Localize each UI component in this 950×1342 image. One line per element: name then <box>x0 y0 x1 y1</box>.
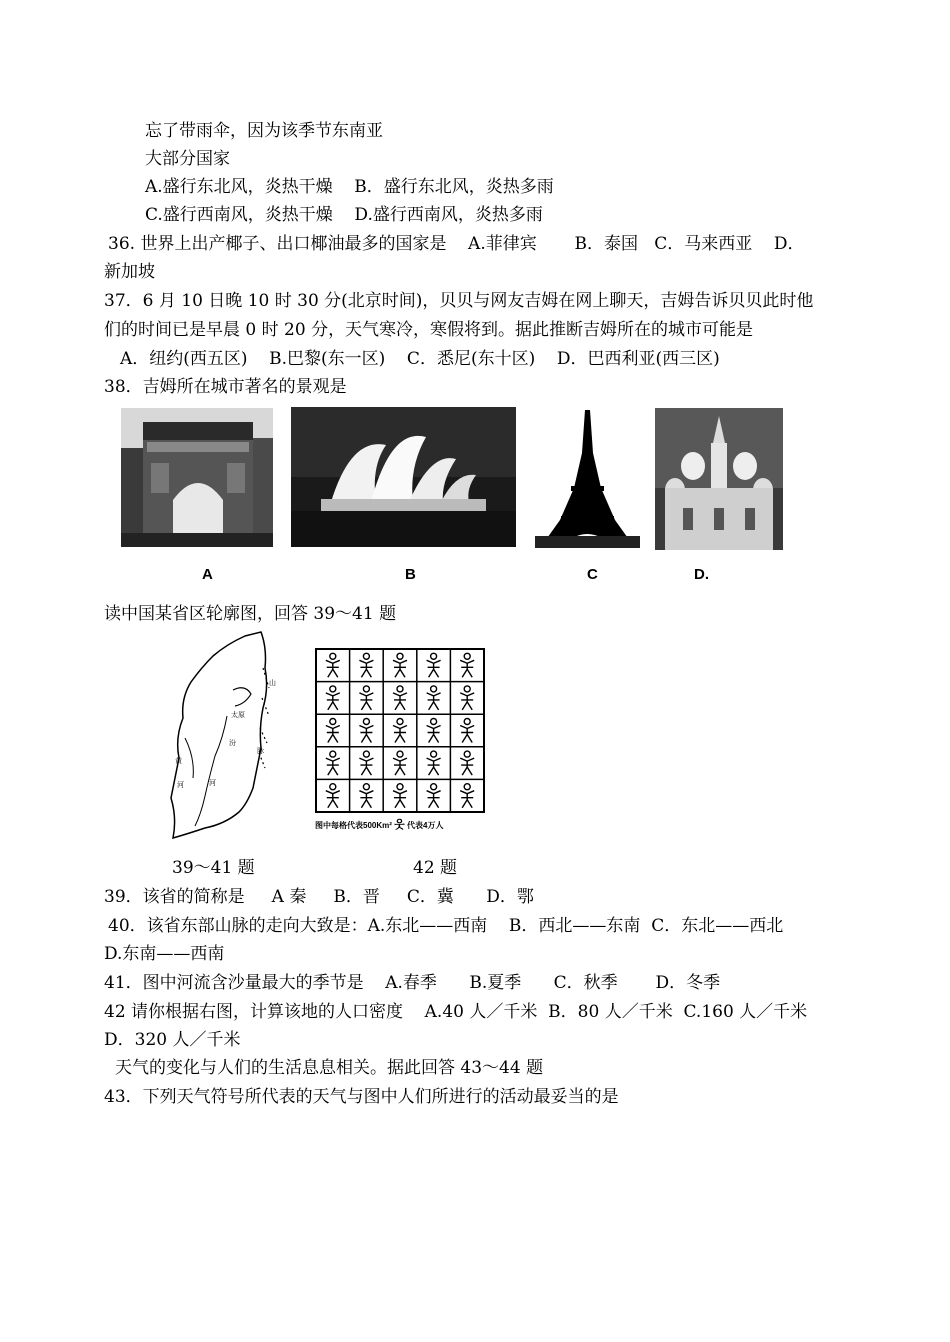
photo-label-d: D. <box>694 566 709 583</box>
grid-person-figure <box>393 784 407 808</box>
map-label-mai: 脉 <box>257 747 264 755</box>
grid-caption-tail: 代表4万人 <box>407 821 444 830</box>
arc-de-triomphe-photo <box>121 408 273 547</box>
grid-person-figure <box>359 719 373 743</box>
q37-line1: 37．6 月 10 日晚 10 时 30 分(北京时间)，贝贝与网友吉姆在网上聊天，吉姆告诉贝贝此时他 <box>104 291 814 311</box>
map-label-he: 河 <box>209 779 216 787</box>
st-basils-cathedral-photo <box>655 408 783 550</box>
map-label-taiyuan: 太原 <box>231 711 245 719</box>
q41: 41．图中河流含沙量最大的季节是 A.春季 B.夏季 C．秋季 D．冬季 <box>104 973 721 993</box>
map-label-he2: 河 <box>177 781 184 789</box>
grid-person-figure <box>427 784 441 808</box>
grid-person-figure <box>460 653 474 677</box>
q40-line1: 40．该省东部山脉的走向大致是：A.东北——西南 B．西北——东南 C．东北——西北 <box>108 916 784 936</box>
grid-person-figure <box>326 751 340 775</box>
q37-line2: 们的时间已是早晨 0 时 20 分，天气寒冷，寒假将到。据此推断吉姆所在的城市可能是 <box>104 320 754 340</box>
grid-caption: 图中每格代表500Km² <box>315 821 392 830</box>
q38-stem: 38．吉姆所在城市著名的景观是 <box>104 377 347 397</box>
grid-person-figure <box>427 686 441 710</box>
grid-person-figure <box>359 653 373 677</box>
photo-label-a: A <box>202 566 213 583</box>
grid-person-figure <box>427 719 441 743</box>
grid-person-figure <box>359 784 373 808</box>
grid-person-figure <box>427 653 441 677</box>
grid-person-figure <box>326 686 340 710</box>
q39: 39．该省的简称是 A 秦 B．晋 C．冀 D．鄂 <box>104 887 534 907</box>
map-label-fen: 汾 <box>229 739 236 747</box>
grid-person-figure <box>460 686 474 710</box>
grid-person-figure <box>326 719 340 743</box>
grid-person-figure <box>460 784 474 808</box>
grid-person-figure <box>326 653 340 677</box>
q35-options-cd: C.盛行西南风，炎热干燥 D.盛行西南风，炎热多雨 <box>145 205 543 225</box>
grid-person-figure <box>393 751 407 775</box>
q40-line2: D.东南——西南 <box>104 944 225 964</box>
map-label-shan: 山 <box>269 679 276 687</box>
q37-options: A．纽约(西五区) B.巴黎(东一区) C．悉尼(东十区) D．巴西利亚(西三区) <box>120 349 720 369</box>
photo-label-c: C <box>587 566 598 583</box>
map-label-huang: 黄 <box>175 757 182 765</box>
province-outline-map <box>165 628 280 840</box>
grid-person-figure <box>359 751 373 775</box>
map-figure-caption: 39～41 题 <box>172 858 255 878</box>
grid-person-figure <box>427 751 441 775</box>
photo-label-b: B <box>405 566 416 583</box>
q36-line2: 新加坡 <box>104 262 155 282</box>
q39-41-intro: 读中国某省区轮廓图，回答 39～41 题 <box>104 604 397 624</box>
grid-person-figure <box>393 686 407 710</box>
grid-person-figure <box>359 686 373 710</box>
grid-person-figure <box>393 719 407 743</box>
q35-options-ab: A.盛行东北风，炎热干燥 B．盛行东北风，炎热多雨 <box>145 177 554 197</box>
q35-stem-line2: 大部分国家 <box>145 149 230 169</box>
grid-person-figure <box>326 784 340 808</box>
grid-person-figure <box>460 751 474 775</box>
population-grid <box>315 648 485 831</box>
q43-44-intro: 天气的变化与人们的生活息息相关。据此回答 43～44 题 <box>115 1058 544 1078</box>
q42-line2: D．320 人／千米 <box>104 1030 241 1050</box>
person-icon: 웃 <box>394 819 405 831</box>
grid-person-figure <box>393 653 407 677</box>
grid-person-figure <box>460 719 474 743</box>
grid-figure-caption: 42 题 <box>413 858 458 878</box>
eiffel-tower-photo <box>535 408 640 548</box>
q42-line1: 42 请你根据右图，计算该地的人口密度 A.40 人／千米 B．80 人／千米 C.160 人／千米 <box>104 1002 808 1022</box>
q35-stem-line1: 忘了带雨伞，因为该季节东南亚 <box>145 121 383 141</box>
q43: 43．下列天气符号所代表的天气与图中人们所进行的活动最妥当的是 <box>104 1087 619 1107</box>
q36-line1: 36. 世界上出产椰子、出口椰油最多的国家是 A.菲律宾 B．泰国 C．马来西亚 D． <box>108 234 805 254</box>
sydney-opera-house-photo <box>291 407 516 547</box>
